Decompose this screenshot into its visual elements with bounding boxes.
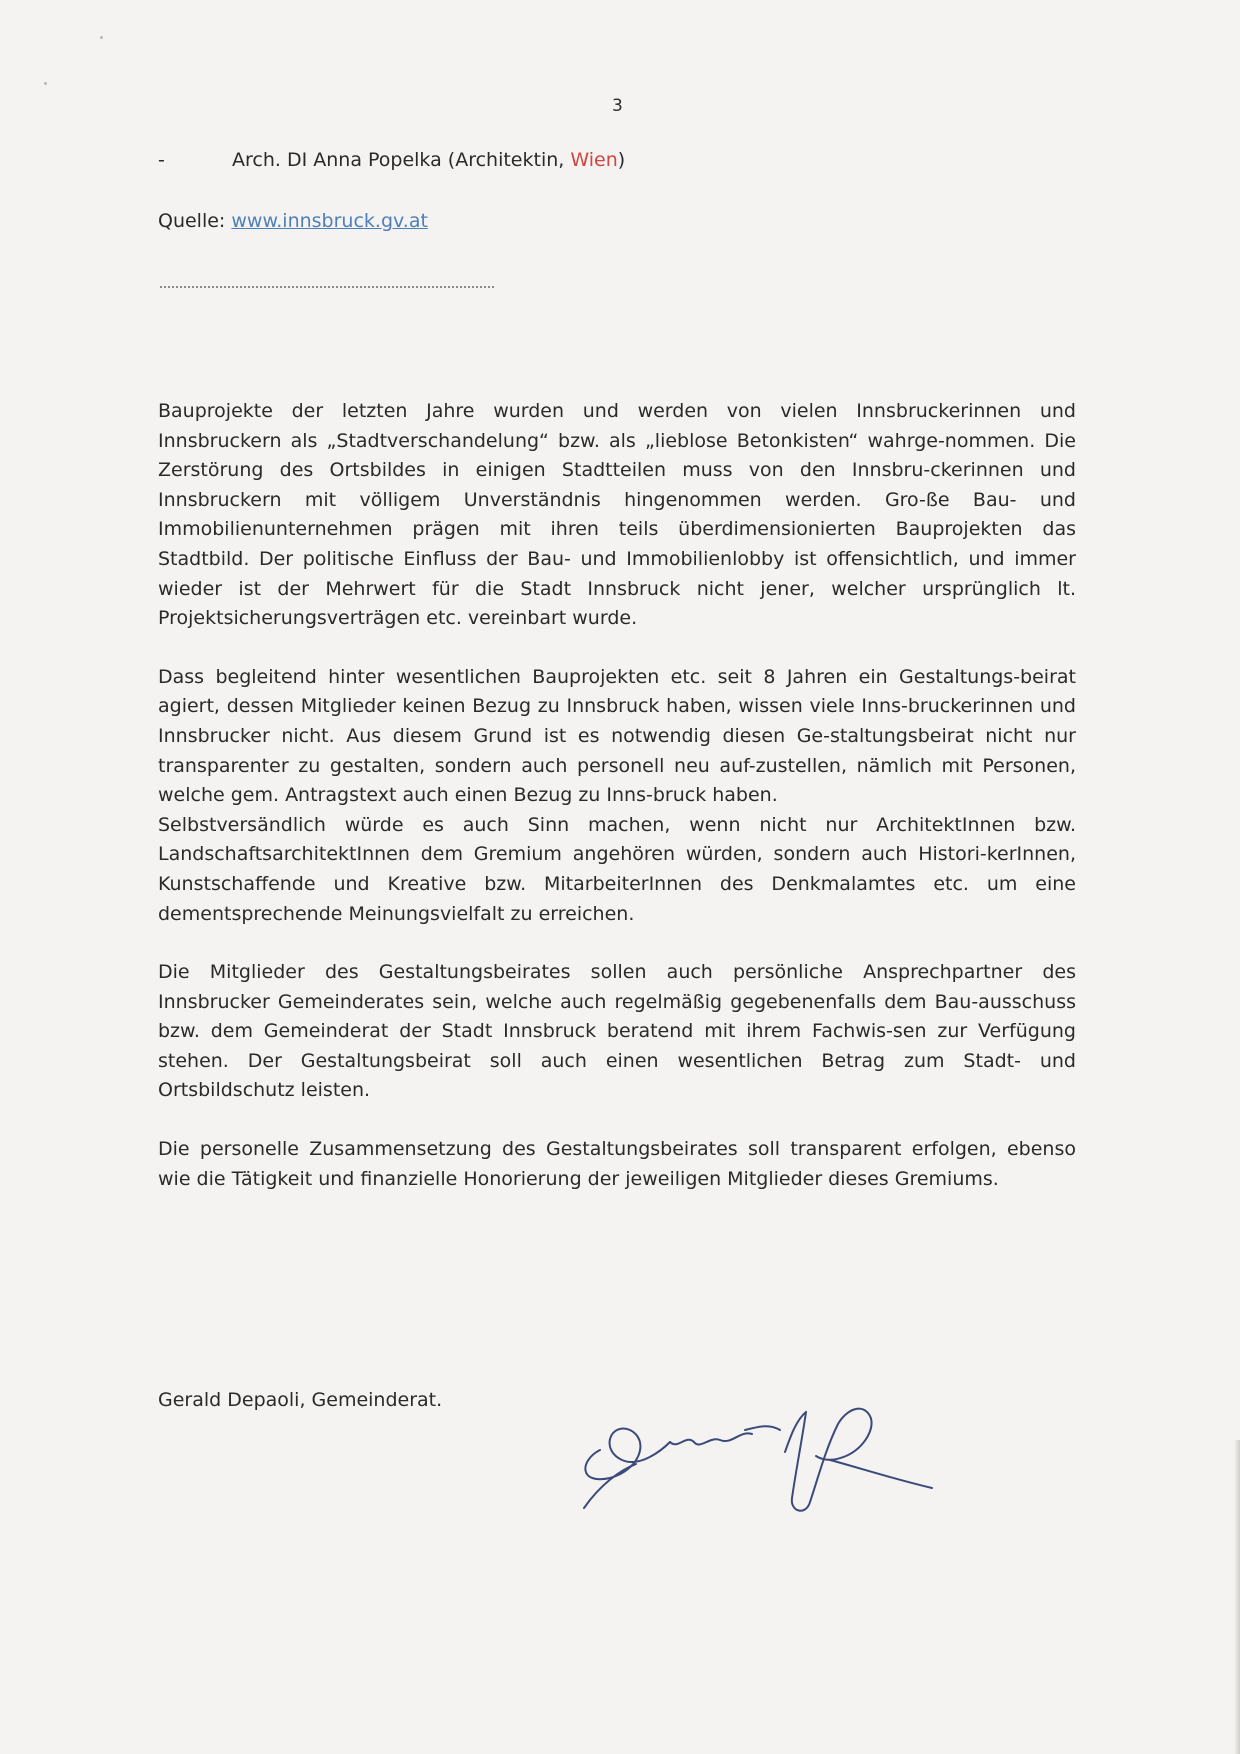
page-edge-shadow [1234,1440,1240,1754]
paragraph: Die personelle Zusammensetzung des Gestaltungsbeirates soll transparent erfolgen, ebenso wie die Tätigkeit und finanzielle Honorierung der jeweiligen Mitglieder dieses Gremiums. [158,1138,1076,1190]
list-item-text [232,149,625,171]
source-link[interactable]: www.innsbruck.gv.at [231,210,428,232]
paragraph: Bauprojekte der letzten Jahre wurden und werden von vielen Innsbruckerinnen und Innsbruckern als „Stadtverschandelung“ bzw. als „lieblose Betonkisten“ wahrge-nommen. Die Zerstörung des Ortsbildes in einigen Stadtteilen muss von den Innsbru-ckerinnen und Innsbruckern mit völligem Unverständnis hingenommen werden. Gro-ße Bau- und Immobilienunternehmen prägen mit ihren teils überdimensionierten Bauprojekten das Stadtbild. Der politische Einfluss der Bau- und Immobilienlobby ist offensichtlich, und immer wieder ist der Mehrwert für die Stadt Innsbruck nicht jener, welcher ursprünglich lt. Projektsicherungsverträgen etc. vereinbart wurde. [158,400,1076,630]
source-line [158,210,428,232]
handwritten-signature [570,1390,970,1530]
list-item-highlight: Wien [570,149,618,171]
paragraph: Selbstversändlich würde es auch Sinn machen, wenn nicht nur ArchitektInnen bzw. LandschaftsarchitektInnen dem Gremium angehören würden, sondern auch Histori-kerInnen, Kunstschaffende und Kreative bzw. MitarbeiterInnen des Denkmalamtes etc. um eine dementsprechende Meinungsvielfalt zu erreichen. [158,813,1076,925]
dotted-separator [160,286,494,288]
page-number: 3 [612,96,623,116]
paragraph: Dass begleitend hinter wesentlichen Bauprojekten etc. seit 8 Jahren ein Gestaltungs-beirat agiert, dessen Mitglieder keinen Bezug zu Innsbruck haben, wissen viele Inns-bruckerinnen und Innsbrucker nicht. Aus diesem Grund ist es notwendig diesen Ge-staltungsbeirat nicht nur transparenter zu gestalten, sondern auch personell neu auf-zustellen, nämlich mit Personen, welche gem. Antragstext auch einen Bezug zu Inns-bruck haben. [158,665,1076,807]
list-item-text-before: Arch. DI Anna Popelka (Architektin, [232,149,571,171]
list-bullet: - [158,149,165,171]
source-label: Quelle: [158,210,232,232]
scan-smudge [100,36,103,39]
scan-smudge [44,82,47,85]
paragraph: Die Mitglieder des Gestaltungsbeirates sollen auch persönliche Ansprechpartner des Innsbrucker Gemeinderates sein, welche auch regelmäßig gegebenenfalls dem Bau-ausschuss bzw. dem Gemeinderat der Stadt Innsbruck beratend mit ihrem Fachwis-sen zur Verfügung stehen. Der Gestaltungsbeirat soll auch einen wesentlichen Betrag zum Stadt- und Ortsbildschutz leisten. [158,961,1076,1102]
body-text [158,397,1076,1223]
list-item-text-after: ) [617,149,626,171]
signatory-name: Gerald Depaoli, Gemeinderat. [158,1389,443,1411]
